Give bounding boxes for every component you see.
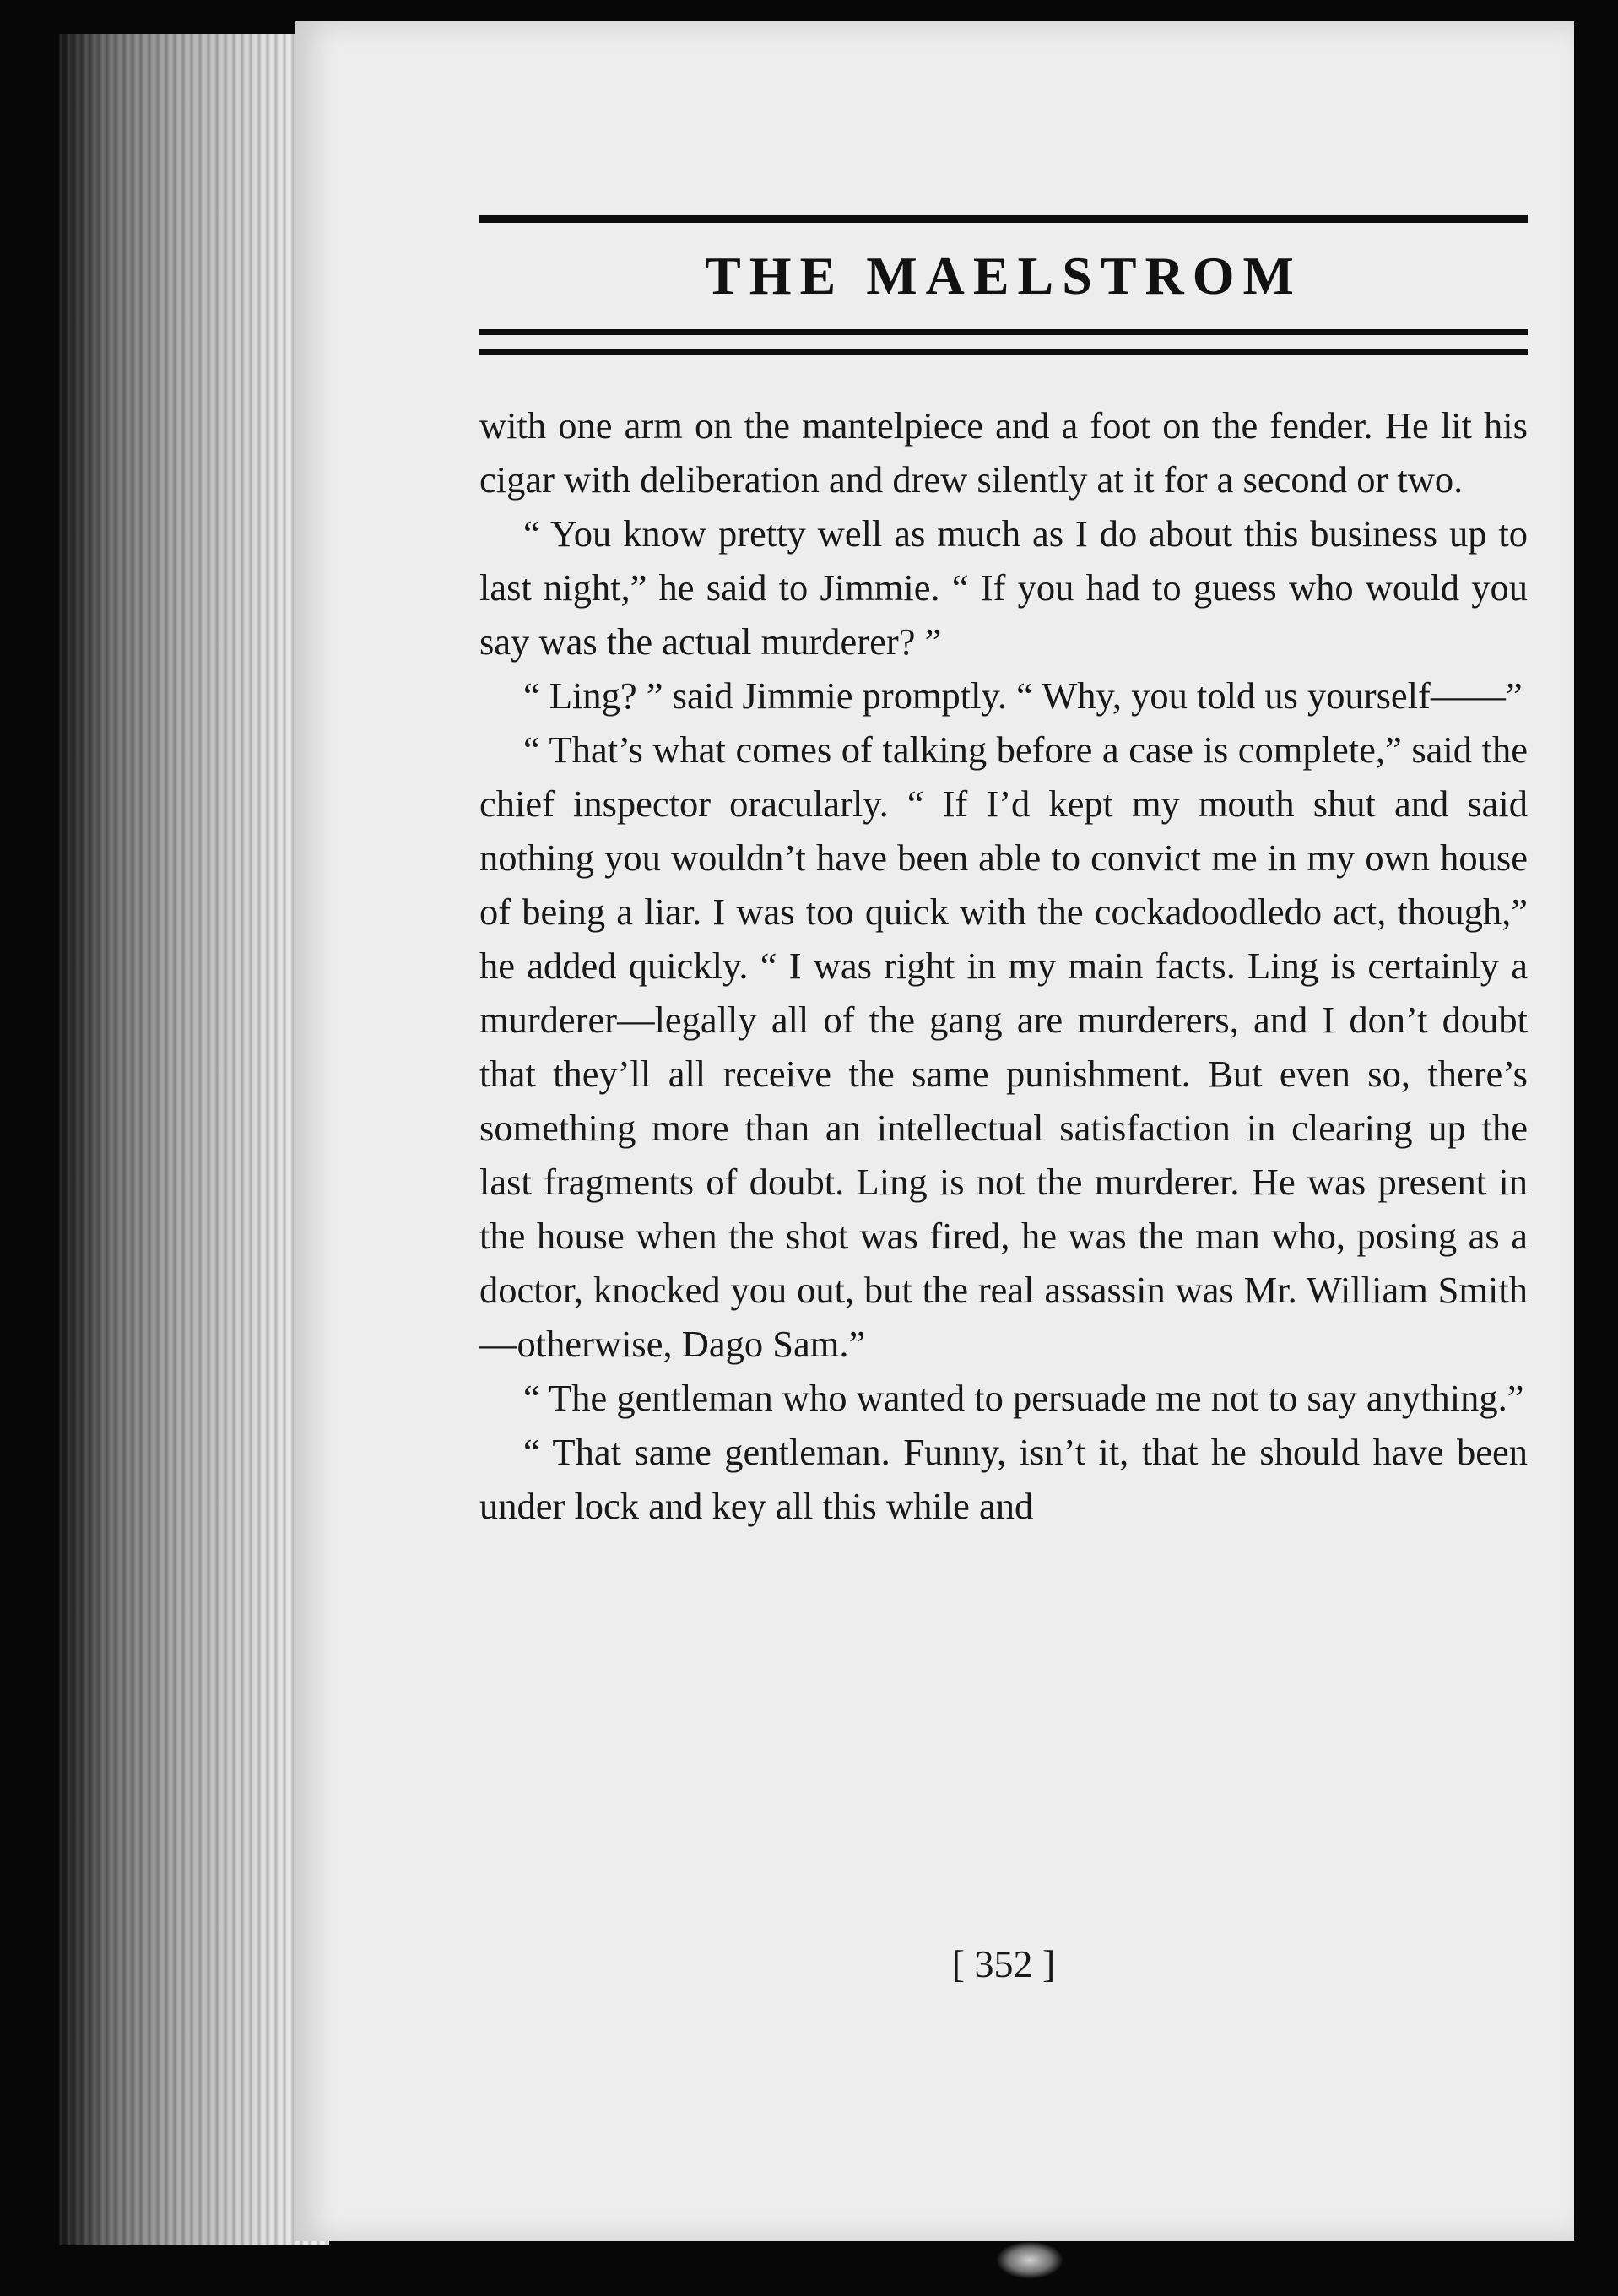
running-head: THE MAELSTROM — [705, 246, 1302, 306]
page-number: [ 352 ] — [951, 1942, 1056, 1985]
paragraph: “ You know pretty well as much as I do about this business up to last night,” he said to Jimmie. “ If you had to guess who would you say was the actual murderer? ” — [479, 512, 1528, 663]
header-rule-bottom-1 — [479, 329, 1528, 335]
paragraph: “ Ling? ” said Jimmie promptly. “ Why, you told us yourself——” — [523, 674, 1523, 717]
header-rule-bottom-2 — [479, 349, 1528, 355]
paragraph: with one arm on the mantelpiece and a foot on the fender. He lit his cigar with deliberation and drew silently at it for a second or two. — [479, 404, 1528, 501]
body-text — [479, 398, 1528, 1533]
paragraph: “ The gentleman who wanted to persuade me not to say anything.” — [523, 1377, 1524, 1419]
paragraph: “ That same gentleman. Funny, isn’t it, that he should have been under lock and key all this while and — [479, 1431, 1528, 1527]
paragraph: “ That’s what comes of talking before a case is complete,” said the chief inspector oracularly. “ If I’d kept my mouth shut and said nothing you wouldn’t have been able to convict me in my own house of being a liar. I was too quick with the cockadoodledo act, though,” he added quickly. “ I was right in my main facts. Ling is certainly a murderer—legally all of the gang are murderers, and I don’t doubt that they’ll all receive the same punishment. But even so, there’s something more than an intellectual satisfaction in clearing up the last fragments of doubt. Ling is not the murderer. He was present in the house when the shot was fired, he was the man who, posing as a doctor, knocked you out, but the real assassin was Mr. William Smith—otherwise, Dago Sam.” — [479, 728, 1528, 1365]
book-page-edges — [59, 34, 329, 2245]
header-rule-top — [479, 215, 1528, 223]
scan-artifact — [996, 2241, 1063, 2279]
